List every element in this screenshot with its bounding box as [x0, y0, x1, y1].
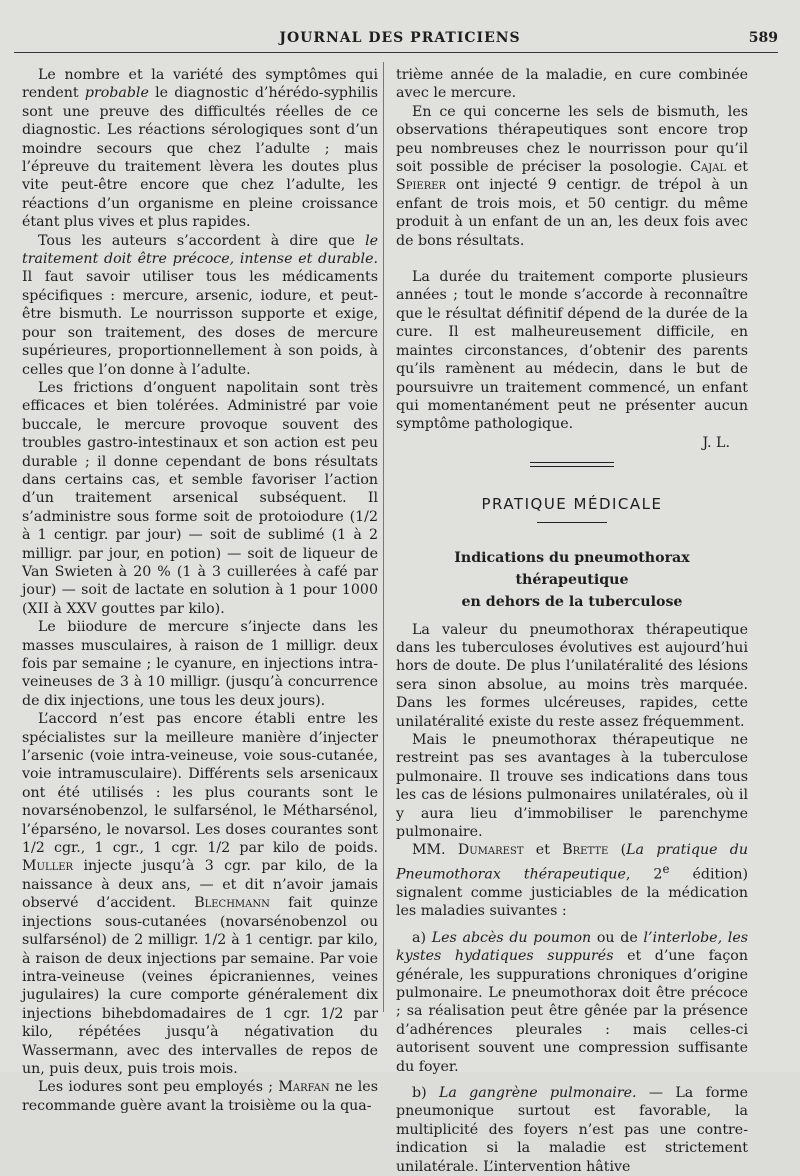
page-header	[0, 28, 800, 52]
paragraph: Mais le pneumothorax thérapeutique ne restreint pas ses avantages à la tuberculose pulmonaire. Il trouve ses indications dans tous les cas de lésions pulmonaires unilatérales, où il y aura lieu d’immobiliser le parenchyme pulmonaire.	[396, 731, 748, 840]
text: (	[608, 842, 627, 859]
italic-text: le traitement doit être précoce, intense et durable.	[22, 232, 378, 268]
paragraph	[396, 1084, 748, 1176]
italic-text: Les abcès du poumon	[431, 929, 592, 946]
signature: J. L.	[702, 434, 730, 451]
author-name: Marfan	[278, 1079, 330, 1096]
text: Les iodures sont peu employés ;	[38, 1079, 279, 1096]
running-title: JOURNAL DES PRATICIENS	[279, 30, 521, 46]
paragraph: Les frictions d’onguent napolitain sont très efficaces et bien tolérées. Administré par voie buccale, le mercure provoque souvent des troubles gastro-intestinaux et son action est peu durable ; il donne cependant de bons résultats dans certains cas, et semble favoriser l’action d’un traitement arsenical subséquent. Il s’administre sous forme soit de protoiodure (1/2 à 1 centigr. par jour) — soit de sublimé (1 à 2 milligr. par jour, en potion) — soit de liqueur de Van Swieten à 20 % (1 à 3 cuillerées à café par jour) — soit de lactate en solution à 1 pour 1000 (XII à XXV gouttes par kilo).	[22, 379, 378, 617]
author-name: Blechmann	[194, 895, 270, 912]
section-rule	[537, 522, 607, 523]
paragraph	[396, 103, 748, 250]
spacer	[396, 250, 748, 268]
paragraph	[22, 232, 378, 379]
right-column	[396, 66, 748, 1176]
paragraph: La valeur du pneumothorax thérapeutique dans les tuberculoses évolutives est aujourd’hui hors de doute. De plus l’unilatéralité des lésions sera sinon absolue, au moins très marquée. Dans les formes ulcéreuses, rapides, cette unilatéralité existe du reste assez fréquemment.	[396, 621, 748, 730]
text: et	[726, 159, 748, 176]
text: Tous les auteurs s’accordent à dire que	[38, 232, 366, 249]
section-title: PRATIQUE MÉDICALE	[481, 495, 663, 514]
left-column	[22, 66, 378, 1115]
page-number: 589	[748, 30, 778, 46]
text: le diagnostic d’hérédo-syphilis sont une preuve des difficultés réelles de ce diagnostic. Les réactions sérologiques sont d’un moindre secours que chez l’adulte ; mais l’épreuve du traitement lèvera les doutes plus vite peut-être encore que chez l’adulte, les réactions d’un organisme en pleine croissance étant plus vives et plus rapides.	[22, 85, 378, 231]
text: MM.	[412, 842, 458, 859]
spacer	[396, 921, 748, 929]
paragraph: Le biiodure de mercure s’injecte dans les masses musculaires, à raison de 1 milligr. deux fois par semaine ; le cyanure, en injections intra-veineuses de 3 à 10 milligr. (jusqu’à concurrence de dix injections, une tous les deux jours).	[22, 619, 378, 709]
article-title-line: en dehors de la tuberculose	[461, 593, 683, 610]
author-name: Spierer	[396, 177, 447, 194]
text: fait quinze injections sous-cutanées (novarsénobenzol ou sulfarsénol) de 2 milligr. 1/2 à 1 centigr. par kilo, à raison de deux injections par semaine. Par voie intra-veineuse (veines épicraniennes, veines jugulaires) la cure comporte généralement dix injections bihebdomadaires de 1 cgr. 1/2 par kilo, répétées jusqu’à négativation du Wassermann, avec des intervalles de repos de un, puis deux, puis trois mois.	[22, 895, 378, 1077]
paragraph	[22, 1078, 378, 1115]
text: — La forme pneumonique surtout est favorable, la multiplicité des foyers n’est pas une contre-indication si la maladie est strictement unilatérale. L’intervention hâtive	[396, 1085, 748, 1175]
text: a)	[412, 929, 432, 946]
author-name: Cajal	[690, 159, 727, 176]
article-title	[396, 547, 748, 613]
text: et	[523, 842, 563, 859]
book-title: La pratique du Pneumothorax thérapeutique	[396, 842, 749, 883]
text: Le nombre et la variété des symptômes qui rendent	[22, 67, 378, 102]
text: ou de	[591, 929, 644, 946]
paragraph	[396, 929, 748, 1076]
text: injecte jusqu’à 3 cgr. par kilo, de la naissance à deux ans, — et dit n’avoir jamais observé d’accident.	[22, 858, 378, 912]
italic-text: l’interlobe, les kystes hydatiques suppurés	[396, 929, 749, 965]
text: ont injecté 9 centigr. de trépol à un enfant de trois mois, et 50 centigr. du même produit à un enfant de un an, les deux fois avec de bons résultats.	[396, 177, 748, 249]
author-name: Dumarest	[457, 842, 524, 859]
author-name: Brette	[562, 842, 609, 859]
paragraph: trième année de la maladie, en cure combinée avec le mercure.	[396, 67, 748, 102]
text: Il faut savoir utiliser tous les médicaments spécifiques : mercure, arsenic, iodure, et peut-être bismuth. Le nourrisson supporte et exige, pour son traitement, des doses de mercure supérieures, proportionnellement à son poids, à celles que l’on donne à l’adulte.	[22, 269, 378, 378]
text: édition) signalent comme justiciables de la médication les maladies suivantes :	[396, 866, 749, 920]
paragraph: La durée du traitement comporte plusieurs années ; tout le monde s’accorde à reconnaître que le résultat définitif dépend de la durée de la cure. Il est malheureusement difficile, en maintes circonstances, d’obtenir des parents qu’ils ramènent au médecin, dans le but de poursuivre un traitement commencé, un enfant qui momentanément peut ne présenter aucun symptôme pathologique.	[396, 269, 748, 433]
double-rule	[530, 462, 614, 467]
text: ne les recommande guère avant la troisième ou la qua-	[22, 1079, 378, 1114]
text: , 2	[625, 866, 663, 883]
text: En ce qui concerne les sels de bismuth, les observations thérapeutiques sont encore trop peu nombreuses chez le nourrisson pour qu’il soit possible de préciser la posologie.	[396, 103, 748, 176]
text: et d’une façon générale, les suppurations chroniques d’origine pulmonaire. Le pneumothorax doit être précoce ; sa réalisation peut être gênée par la présence d’adhérences pleurales : mais celles-ci autorisent souvent une compression suffisante du foyer.	[396, 948, 748, 1075]
header-rule	[14, 52, 778, 53]
superscript: e	[662, 861, 670, 876]
text: L’accord n’est pas encore établi entre les spécialistes sur la meilleure manière d’injecter l’arsenic (voie intra-veineuse, voie sous-cutanée, voie intramusculaire). Différents sels arsenicaux ont été utilisés : les plus courants sont le novarsénobenzol, le sulfarsénol, le Métharsénol, l’éparséno, le novarsol. Les doses courantes sont 1/2 cgr., 1 cgr., 1 cgr. 1/2 par kilo de poids.	[22, 711, 378, 857]
paragraph	[396, 841, 748, 920]
column-divider	[383, 62, 384, 1012]
spacer	[396, 613, 748, 621]
spacer	[396, 1076, 748, 1084]
italic-text: La gangrène pulmonaire.	[438, 1085, 637, 1102]
text: b)	[412, 1085, 439, 1102]
italic-text: probable	[84, 85, 149, 102]
paragraph	[22, 66, 378, 232]
article-title-line: Indications du pneumothorax thérapeutique	[454, 549, 690, 588]
author-name: Muller	[22, 858, 74, 875]
paragraph	[22, 710, 378, 1078]
